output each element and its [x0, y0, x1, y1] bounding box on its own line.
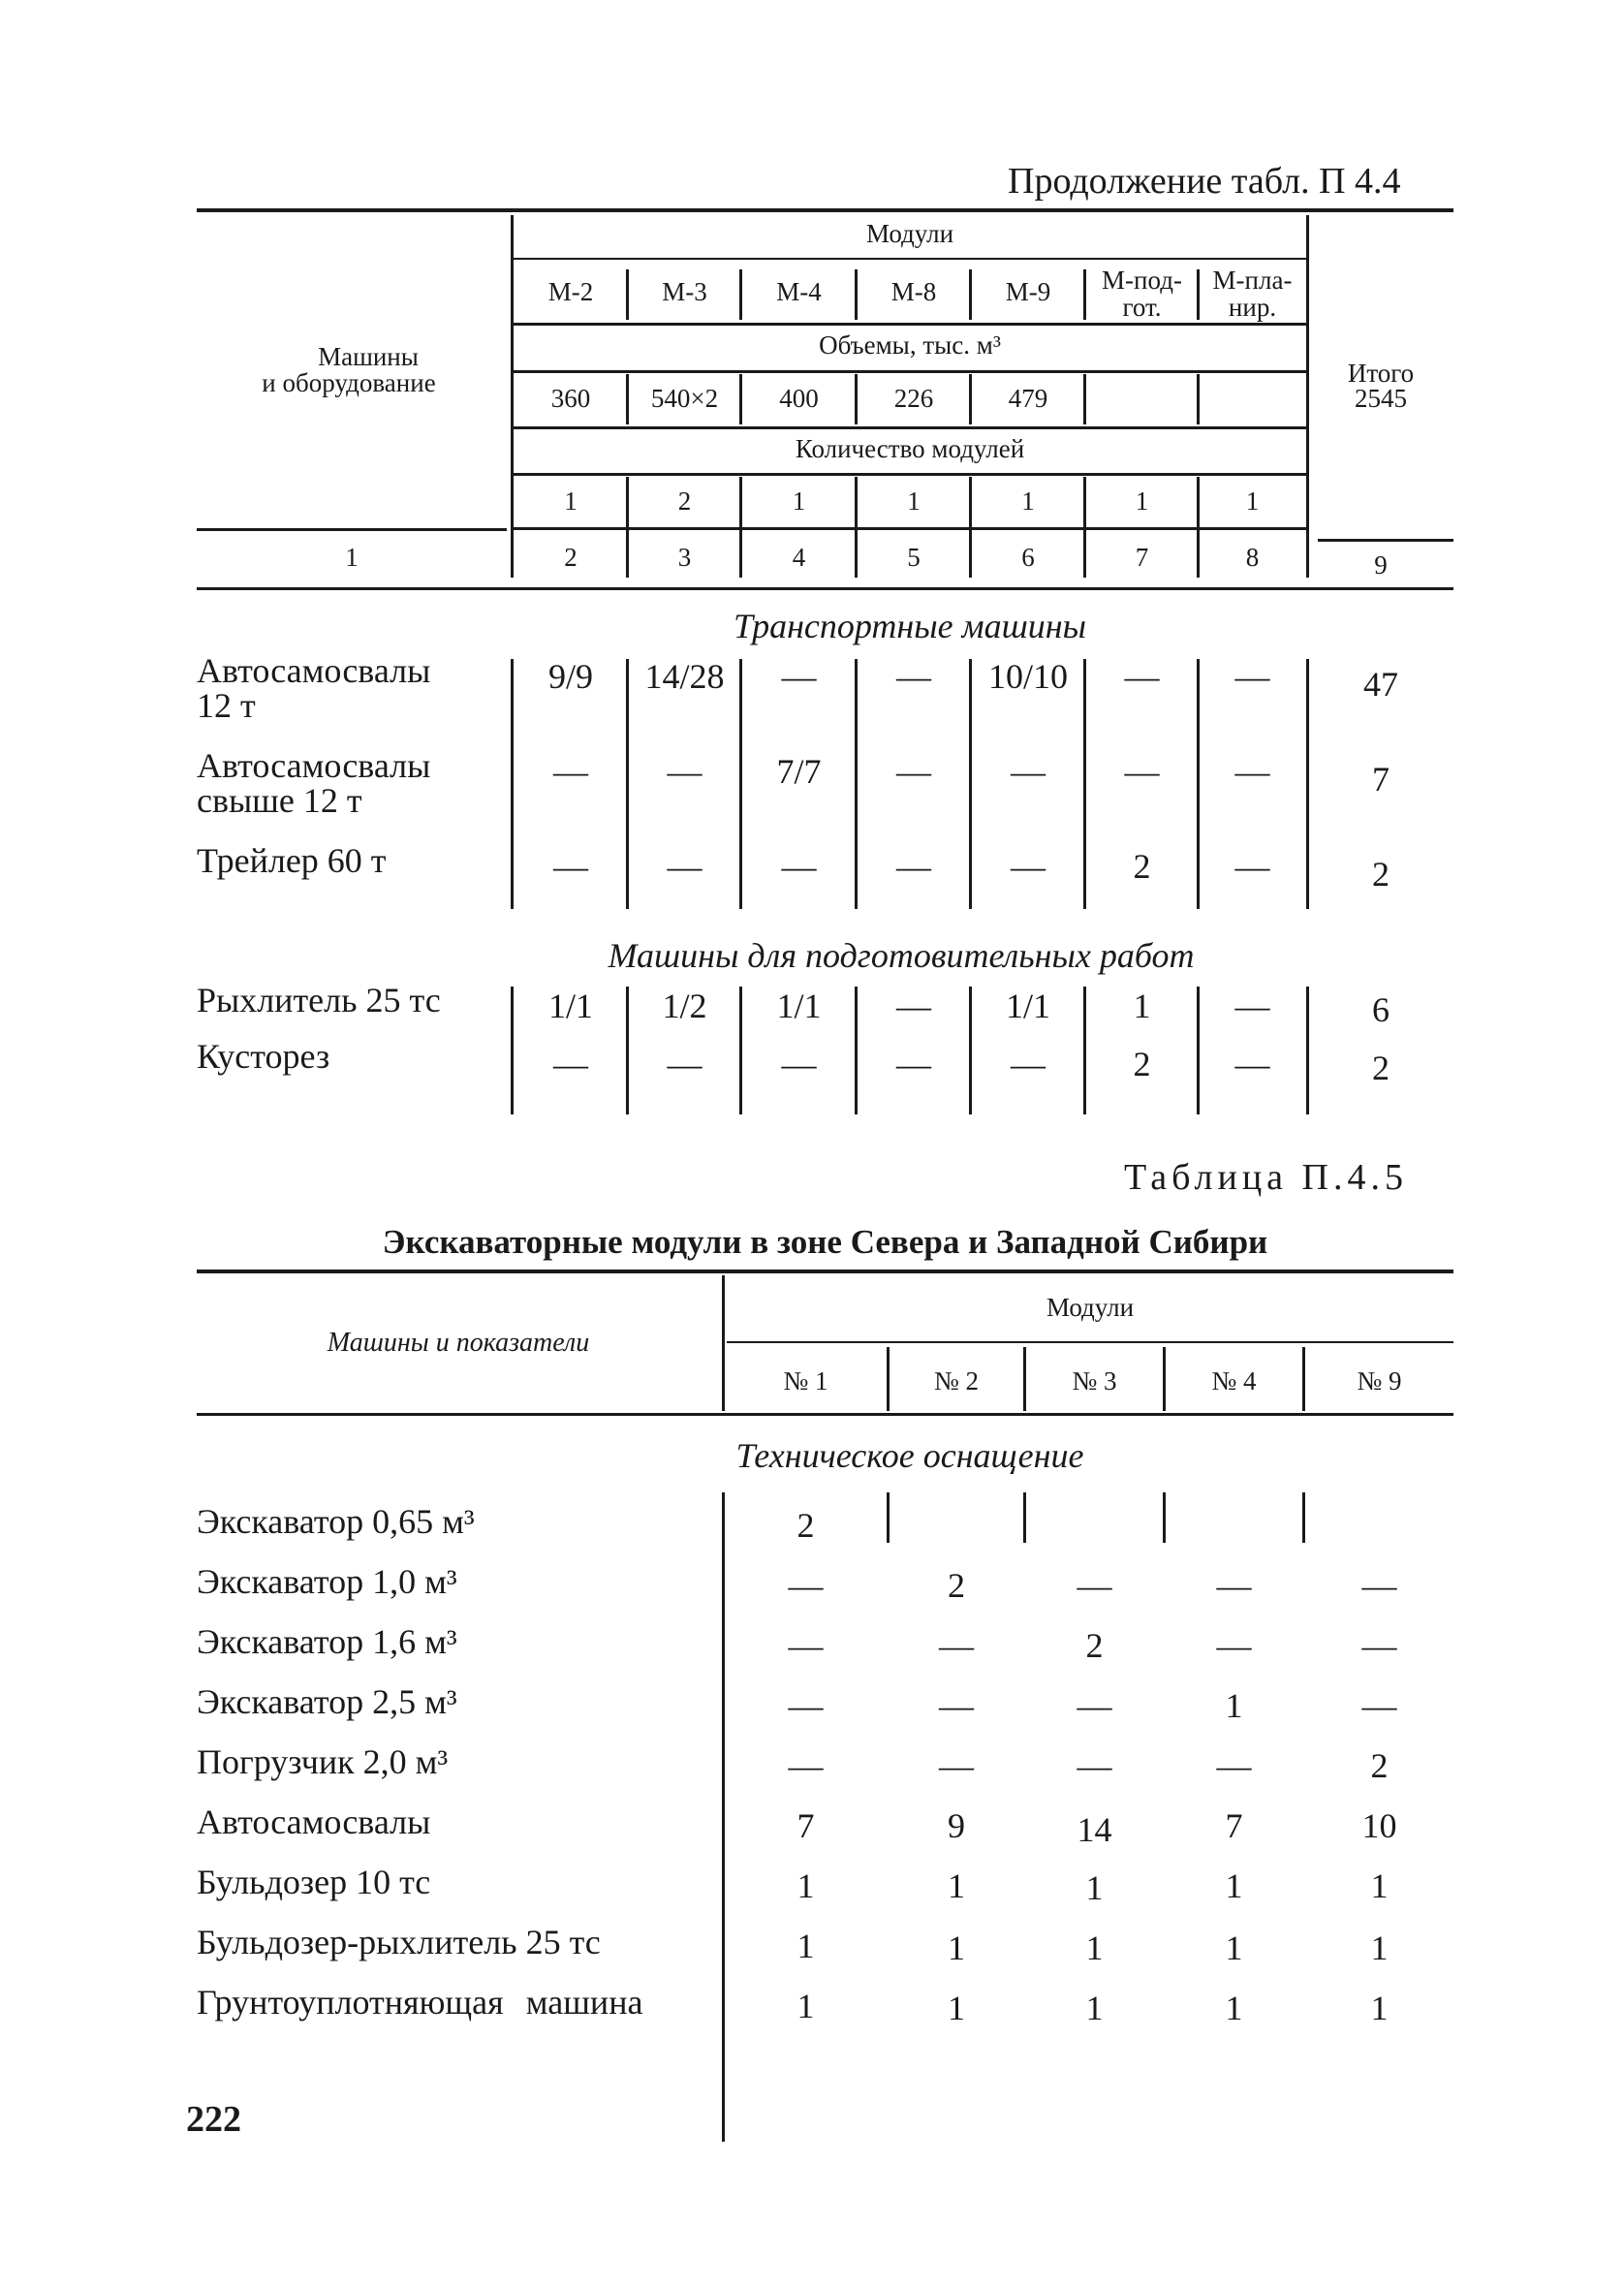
cell: 1: [948, 1928, 965, 1967]
cell-total: 6: [1372, 990, 1390, 1029]
cell: —: [788, 1746, 824, 1785]
cell: 1: [1370, 1866, 1389, 1905]
cell: —: [1216, 1626, 1252, 1665]
row-name: Погрузчик 2,0 м³: [197, 1742, 449, 1781]
cell: 1/1: [1005, 987, 1050, 1025]
cell: —: [667, 847, 703, 886]
cell: 14/28: [644, 657, 725, 696]
cell: 1: [796, 1866, 815, 1905]
cell: —: [1234, 1045, 1270, 1083]
module-header: М-9: [1005, 277, 1051, 306]
cell: 2: [1133, 1045, 1151, 1083]
cell: 9: [948, 1806, 965, 1845]
cell: 1: [1225, 1989, 1243, 2027]
cell: —: [781, 1045, 817, 1083]
module-header: № 9: [1357, 1366, 1402, 1395]
cell: —: [1011, 847, 1046, 886]
cell: —: [1361, 1686, 1397, 1725]
section-title: Машины для подготовительных работ: [608, 936, 1195, 975]
cell: 10/10: [987, 657, 1068, 696]
row-name: Кусторез: [197, 1037, 330, 1076]
column-number: 5: [907, 543, 921, 572]
row-name: Бульдозер 10 тс: [197, 1863, 431, 1901]
count-value: 1: [564, 486, 578, 516]
module-header: М-пла-: [1212, 266, 1293, 295]
page-number: 222: [186, 2099, 241, 2140]
cell: —: [1361, 1566, 1397, 1605]
cell: —: [896, 847, 931, 886]
row-name: Экскаватор 1,0 м³: [197, 1562, 457, 1601]
cell: 1: [1225, 1928, 1243, 1967]
row-name: Автосамосвалы: [197, 746, 431, 785]
cell: 1: [1225, 1866, 1243, 1905]
count-value: 1: [1245, 486, 1260, 516]
count-value: 1: [1135, 486, 1149, 516]
cell: 1: [1225, 1686, 1243, 1725]
cell: —: [1234, 752, 1270, 791]
row-name: Грунтоуплотняющая машина: [197, 1983, 643, 2022]
cell: 1: [948, 1866, 965, 1905]
cell-total: 47: [1363, 665, 1398, 704]
count-value: 1: [1021, 486, 1035, 516]
cell: —: [1216, 1746, 1252, 1785]
column-number: 1: [345, 543, 359, 572]
modules-label: Модули: [1046, 1293, 1135, 1322]
cell: 7: [1225, 1806, 1243, 1845]
count-label: Количество модулей: [795, 434, 1025, 463]
volume-value: 360: [550, 384, 591, 413]
cell: —: [939, 1746, 974, 1785]
module-header: М-2: [547, 277, 594, 306]
cell: 1: [1133, 987, 1151, 1025]
module-header: № 1: [783, 1366, 828, 1395]
section-title: Техническое оснащение: [735, 1436, 1084, 1475]
cell: —: [788, 1566, 824, 1605]
cell: —: [1124, 752, 1160, 791]
cell: —: [781, 847, 817, 886]
cell: —: [1234, 657, 1270, 696]
cell: —: [788, 1626, 824, 1665]
cell: 1: [1085, 1868, 1104, 1907]
cell: —: [1361, 1626, 1397, 1665]
volumes-label: Объемы, тыс. м³: [819, 330, 1001, 360]
cell: 2: [1085, 1626, 1104, 1665]
row-name: Экскаватор 2,5 м³: [197, 1682, 457, 1721]
table-p44: [0, 0, 1624, 1124]
cell: —: [1216, 1566, 1252, 1605]
cell: 1: [1370, 1989, 1389, 2027]
module-header: М-4: [776, 277, 822, 306]
total-label: Итого: [1347, 359, 1415, 388]
cell: 1/1: [547, 987, 593, 1025]
count-value: 1: [907, 486, 921, 516]
module-header: № 2: [933, 1366, 979, 1395]
cell: —: [553, 847, 588, 886]
module-header: М-3: [662, 277, 707, 306]
cell: —: [781, 657, 817, 696]
cell: 1: [1085, 1989, 1104, 2027]
cell: —: [896, 1045, 931, 1083]
modules-label: Модули: [865, 219, 954, 248]
cell: —: [788, 1686, 824, 1725]
cell-total: 2: [1372, 855, 1390, 894]
cell: 7/7: [776, 752, 822, 791]
cell: 1: [948, 1989, 965, 2027]
table-title: Экскаваторные модули в зоне Севера и Западной Сибири: [382, 1223, 1268, 1261]
cell: —: [553, 752, 588, 791]
column-number: 8: [1245, 543, 1260, 572]
column-number: 6: [1021, 543, 1035, 572]
cell: 14: [1077, 1810, 1112, 1849]
row-name-line2: 12 т: [197, 686, 256, 725]
cell: —: [1234, 847, 1270, 886]
row-name-line2: свыше 12 т: [197, 781, 362, 820]
module-header-line2: гот.: [1122, 293, 1162, 322]
module-header-line2: нир.: [1228, 293, 1277, 322]
module-header: М-под-: [1102, 266, 1182, 295]
table-caption: Продолжение табл. П 4.4: [1008, 161, 1401, 202]
cell: 1: [796, 1927, 815, 1965]
cell: —: [939, 1686, 974, 1725]
cell-total: 2: [1372, 1049, 1390, 1087]
cell: —: [1234, 987, 1270, 1025]
column-number: 4: [792, 543, 806, 572]
cell-total: 7: [1372, 760, 1390, 799]
row-name: Рыхлитель 25 тс: [197, 981, 441, 1019]
cell: —: [896, 987, 931, 1025]
cell: —: [896, 752, 931, 791]
volume-value: 226: [893, 384, 934, 413]
row-name: Трейлер 60 т: [197, 841, 387, 880]
cell: 1/1: [776, 987, 822, 1025]
module-header: № 3: [1072, 1366, 1117, 1395]
cell: 2: [1133, 847, 1151, 886]
count-value: 2: [677, 486, 692, 516]
cell: 2: [948, 1566, 965, 1605]
column-number: 2: [564, 543, 578, 572]
cell: —: [667, 1045, 703, 1083]
table-p45: [0, 1124, 1624, 2151]
cell: —: [1077, 1746, 1112, 1785]
cell: 10: [1361, 1806, 1397, 1845]
row-name: Автосамосвалы: [197, 1803, 431, 1841]
row-name: Автосамосвалы: [197, 651, 431, 690]
row-header: Машины: [318, 342, 419, 371]
cell: 1/2: [662, 987, 707, 1025]
column-number: 9: [1374, 550, 1388, 580]
cell: —: [896, 657, 931, 696]
cell: —: [1011, 1045, 1046, 1083]
section-title: Транспортные машины: [733, 607, 1087, 645]
table-caption: Таблица П.4.5: [1124, 1157, 1408, 1198]
cell: —: [1077, 1686, 1112, 1725]
row-name: Бульдозер-рыхлитель 25 тс: [197, 1923, 601, 1961]
cell: —: [939, 1626, 974, 1665]
volume-value: 400: [779, 384, 819, 413]
module-header: № 4: [1211, 1366, 1257, 1395]
cell: 2: [796, 1506, 815, 1545]
row-header: Машины и показатели: [327, 1328, 590, 1358]
volume-value: 540×2: [650, 384, 719, 413]
cell: —: [553, 1045, 588, 1083]
row-name: Экскаватор 0,65 м³: [197, 1502, 475, 1541]
total-value: 2545: [1355, 384, 1407, 413]
cell: 1: [1370, 1928, 1389, 1967]
row-header-line2: и оборудование: [262, 368, 436, 397]
column-number: 3: [677, 543, 692, 572]
cell: —: [1077, 1566, 1112, 1605]
cell: —: [1011, 752, 1046, 791]
cell: 1: [796, 1987, 815, 2025]
cell: 2: [1370, 1746, 1389, 1785]
cell: —: [1124, 657, 1160, 696]
module-header: М-8: [890, 277, 937, 306]
cell: 9/9: [547, 657, 593, 696]
cell: 7: [796, 1806, 815, 1845]
cell: 1: [1085, 1928, 1104, 1967]
volume-value: 479: [1008, 384, 1048, 413]
column-number: 7: [1135, 543, 1149, 572]
cell: —: [667, 752, 703, 791]
row-name: Экскаватор 1,6 м³: [197, 1622, 457, 1661]
count-value: 1: [792, 486, 806, 516]
